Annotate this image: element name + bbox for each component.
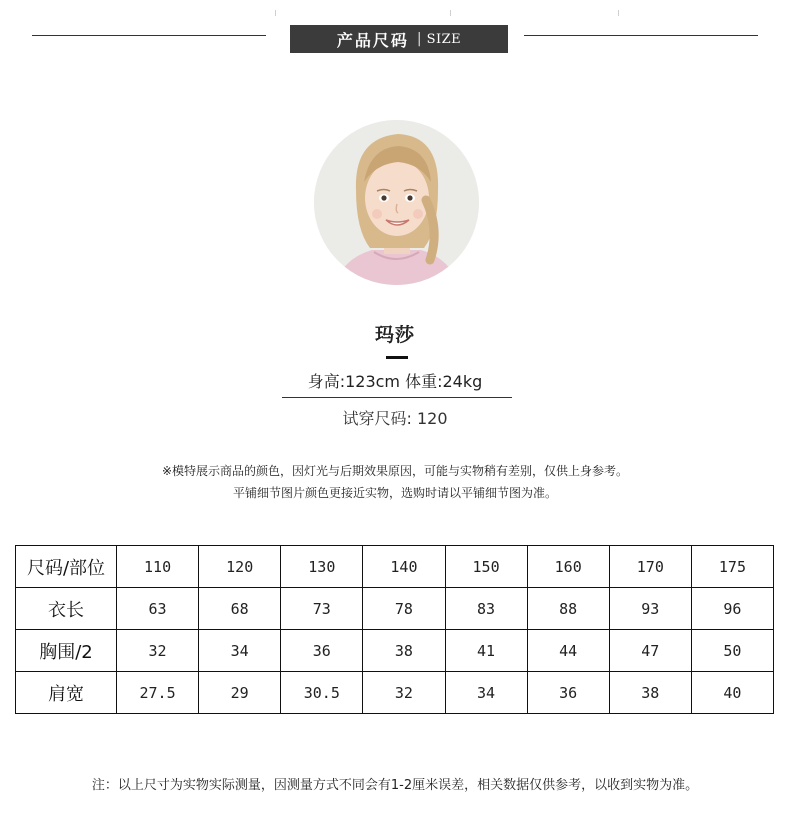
- table-cell: 93: [609, 588, 691, 630]
- top-tick: [450, 10, 451, 16]
- top-tick: [618, 10, 619, 16]
- color-notice-line-1: ※模特展示商品的颜色，因灯光与后期效果原因，可能与实物稍有差别，仅供上身参考。: [161, 464, 629, 478]
- section-title-banner: [290, 25, 508, 53]
- table-row-label: 衣长: [16, 588, 117, 630]
- color-notice-line-2: 平铺细节图片颜色更接近实物，选购时请以平铺细节图为准。: [232, 486, 557, 500]
- table-size-header: 150: [445, 546, 527, 588]
- table-header-row: [16, 546, 774, 588]
- model-trial-size: 试穿尺码: 120: [342, 409, 448, 428]
- table-cell: 78: [363, 588, 445, 630]
- model-avatar: [314, 120, 479, 285]
- table-cell: 36: [527, 672, 609, 714]
- table-row: [16, 588, 774, 630]
- table-size-header: 120: [199, 546, 281, 588]
- size-chart-table: [15, 545, 774, 714]
- table-cell: 32: [363, 672, 445, 714]
- model-height-weight: 身高:123cm 体重:24kg: [307, 372, 483, 391]
- table-cell: 30.5: [281, 672, 363, 714]
- header-rule-left: [32, 35, 266, 36]
- table-cell: 73: [281, 588, 363, 630]
- top-tick: [275, 10, 276, 16]
- section-title-cn: 产品尺码: [336, 30, 409, 50]
- table-size-header: 170: [609, 546, 691, 588]
- table-row: [16, 630, 774, 672]
- table-cell: 83: [445, 588, 527, 630]
- table-row-label: 肩宽: [16, 672, 117, 714]
- table-cell: 63: [117, 588, 199, 630]
- table-row-label: 胸围/2: [16, 630, 117, 672]
- table-cell: 96: [691, 588, 773, 630]
- table-row-label: 尺码/部位: [16, 546, 117, 588]
- table-cell: 38: [363, 630, 445, 672]
- table-cell: 34: [199, 630, 281, 672]
- model-portrait-illustration: [314, 120, 479, 285]
- table-cell: 36: [281, 630, 363, 672]
- table-cell: 32: [117, 630, 199, 672]
- table-cell: 29: [199, 672, 281, 714]
- header-rule-right: [524, 35, 758, 36]
- table-size-header: 110: [117, 546, 199, 588]
- table-size-header: 175: [691, 546, 773, 588]
- table-cell: 88: [527, 588, 609, 630]
- table-row: [16, 672, 774, 714]
- model-name-underline: [386, 356, 408, 359]
- table-cell: 38: [609, 672, 691, 714]
- table-cell: 34: [445, 672, 527, 714]
- table-cell: 50: [691, 630, 773, 672]
- model-name: 玛莎: [374, 324, 415, 346]
- measurement-footnote: 注：以上尺寸为实物实际测量，因测量方式不同会有1-2厘米误差，相关数据仅供参考，以收到实物为准。: [91, 778, 699, 793]
- table-size-header: 140: [363, 546, 445, 588]
- table-size-header: 130: [281, 546, 363, 588]
- section-title-en: SIZE: [426, 31, 462, 47]
- section-title-divider: |: [416, 31, 422, 47]
- table-cell: 44: [527, 630, 609, 672]
- table-cell: 41: [445, 630, 527, 672]
- model-stats-rule: [282, 397, 512, 398]
- table-cell: 68: [199, 588, 281, 630]
- table-cell: 47: [609, 630, 691, 672]
- table-cell: 40: [691, 672, 773, 714]
- table-cell: 27.5: [117, 672, 199, 714]
- table-size-header: 160: [527, 546, 609, 588]
